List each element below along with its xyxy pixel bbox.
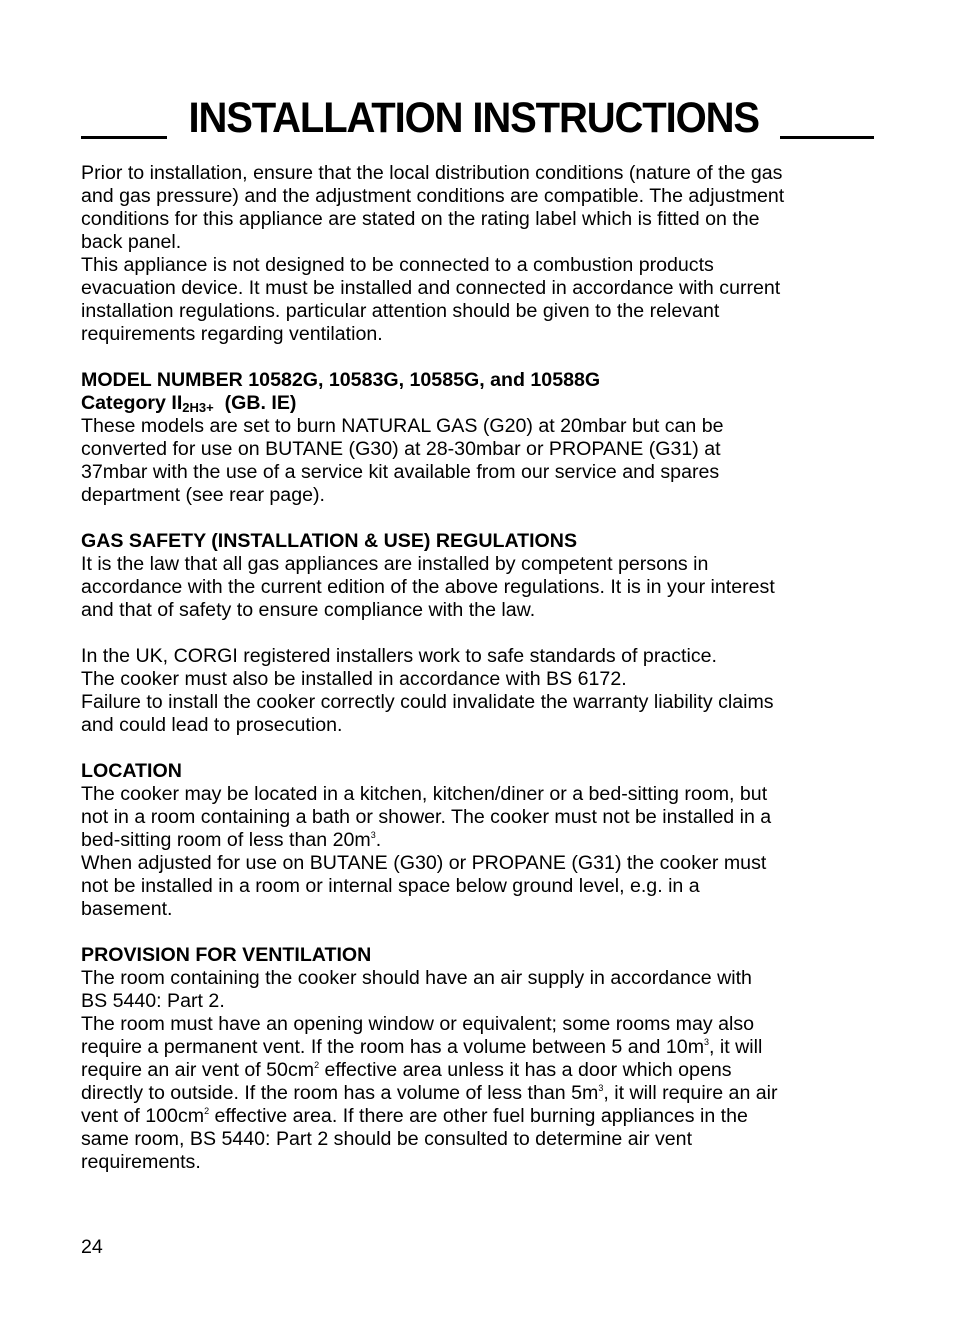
category-prefix: Category II (81, 392, 183, 414)
category-suffix: (GB. IE) (213, 392, 297, 414)
corgi-line: In the UK, CORGI registered installers work to safe standards of practice. (81, 645, 717, 667)
model-line: These models are set to burn NATURAL GAS (G20) at 20mbar but can be (81, 415, 724, 437)
superscript: 3 (370, 830, 376, 840)
model-heading: MODEL NUMBER 10582G, 10583G, 10585G, and 10588G (81, 369, 601, 391)
ventilation-heading: PROVISION FOR VENTILATION (81, 944, 372, 966)
ventilation-line: The room containing the cooker should have an air supply in accordance with (81, 967, 752, 989)
model-section (81, 369, 881, 507)
corgi-line: Failure to install the cooker correctly could invalidate the warranty liability claims (81, 691, 774, 713)
ventilation-line5-end: effective area unless it has a door which opens (319, 1059, 732, 1081)
ventilation-line (81, 1105, 881, 1128)
ventilation-line7-text: vent of 100cm (81, 1105, 205, 1127)
page-content (81, 162, 881, 1174)
location-line (81, 829, 881, 852)
superscript: 2 (314, 1060, 320, 1070)
ventilation-line: The room must have an opening window or equivalent; some rooms may also (81, 1013, 755, 1035)
location-heading: LOCATION (81, 760, 182, 782)
location-line: The cooker may be located in a kitchen, kitchen/diner or a bed-sitting room, but (81, 783, 768, 805)
superscript: 3 (598, 1083, 604, 1093)
location-line: When adjusted for use on BUTANE (G30) or PROPANE (G31) the cooker must (81, 852, 767, 874)
ventilation-line: same room, BS 5440: Part 2 should be consulted to determine air vent (81, 1128, 693, 1150)
location-line: not in a room containing a bath or shower. The cooker must not be installed in a (81, 806, 772, 828)
ventilation-line4-end: , it will (709, 1036, 763, 1058)
ventilation-line6-end: , it will require an air (603, 1082, 778, 1104)
page-title: INSTALLATION INSTRUCTIONS (188, 94, 759, 142)
corgi-line: The cooker must also be installed in accordance with BS 6172. (81, 668, 627, 690)
intro-line: Prior to installation, ensure that the local distribution conditions (nature of the gas (81, 162, 783, 184)
ventilation-line5-text: require an air vent of 50cm (81, 1059, 315, 1081)
superscript: 2 (204, 1106, 210, 1116)
gas-safety-line: accordance with the current edition of the above regulations. It is in your interest (81, 576, 775, 598)
intro-line: This appliance is not designed to be connected to a combustion products (81, 254, 714, 276)
intro-line: installation regulations. particular attention should be given to the relevant (81, 300, 720, 322)
corgi-line: and could lead to prosecution. (81, 714, 343, 736)
gas-safety-line: It is the law that all gas appliances are installed by competent persons in (81, 553, 709, 575)
location-section (81, 760, 881, 921)
location-line3-end: . (375, 829, 382, 851)
ventilation-line: BS 5440: Part 2. (81, 990, 225, 1012)
ventilation-line4-text: require a permanent vent. If the room has a volume between 5 and 10m (81, 1036, 705, 1058)
gas-safety-section (81, 530, 881, 622)
ventilation-line: requirements. (81, 1151, 201, 1173)
title-rule-left (81, 136, 167, 139)
ventilation-line7-end: effective area. If there are other fuel burning appliances in the (209, 1105, 748, 1127)
gas-safety-line: and that of safety to ensure compliance with the law. (81, 599, 536, 621)
intro-line: and gas pressure) and the adjustment conditions are compatible. The adjustment (81, 185, 785, 207)
ventilation-line (81, 1036, 881, 1059)
page-number: 24 (81, 1236, 103, 1258)
title-row (81, 92, 874, 144)
intro-line: evacuation device. It must be installed and connected in accordance with current (81, 277, 781, 299)
intro-paragraph (81, 162, 881, 346)
model-line: department (see rear page). (81, 484, 325, 506)
location-line3-text: bed-sitting room of less than 20m (81, 829, 371, 851)
ventilation-section (81, 944, 881, 1174)
corgi-paragraph (81, 645, 881, 737)
model-line: 37mbar with the use of a service kit available from our service and spares (81, 461, 720, 483)
title-rule-right (780, 136, 874, 139)
category-line (81, 392, 881, 415)
gas-safety-heading: GAS SAFETY (INSTALLATION & USE) REGULATIONS (81, 530, 578, 552)
location-line: not be installed in a room or internal space below ground level, e.g. in a (81, 875, 700, 897)
model-line: converted for use on BUTANE (G30) at 28-30mbar or PROPANE (G31) at (81, 438, 721, 460)
ventilation-line6-text: directly to outside. If the room has a volume of less than 5m (81, 1082, 599, 1104)
location-line: basement. (81, 898, 173, 920)
intro-line: conditions for this appliance are stated on the rating label which is fitted on the (81, 208, 760, 230)
superscript: 3 (704, 1037, 710, 1047)
category-subscript: 2H3+ (182, 400, 214, 415)
intro-line: back panel. (81, 231, 182, 253)
ventilation-line (81, 1082, 881, 1105)
ventilation-line (81, 1059, 881, 1082)
intro-line: requirements regarding ventilation. (81, 323, 383, 345)
